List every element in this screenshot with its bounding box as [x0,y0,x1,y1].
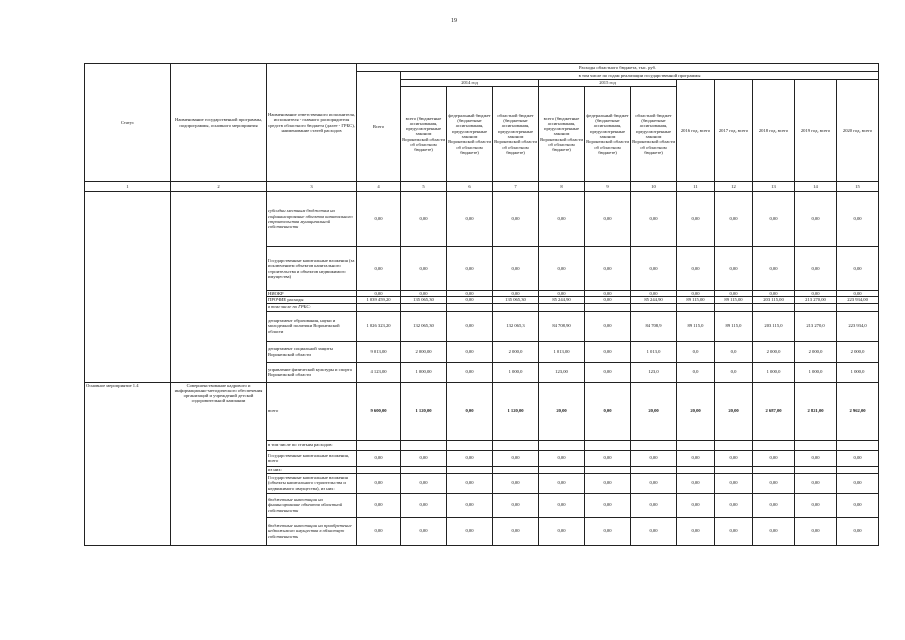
value-cell: 0,00 [447,341,493,362]
value-cell [837,466,879,473]
value-cell: 0,00 [585,297,631,303]
value-cell: 123,0 [631,362,677,382]
value-cell: 2 000,00 [401,341,447,362]
row-label: всего [267,382,357,440]
value-cell: 1 026 323,20 [357,311,401,341]
value-cell: 2 000,0 [493,341,539,362]
value-cell: 9 013,00 [357,341,401,362]
value-cell: 1 000,0 [795,362,837,382]
value-cell: 0,00 [357,247,401,291]
value-cell [447,440,493,450]
row-label: Государственные капитальные вложения, всего [267,450,357,466]
column-number: 15 [837,182,879,192]
value-cell: 1 013,0 [631,341,677,362]
row-label: из них: [267,466,357,473]
value-cell: 0,00 [795,517,837,545]
value-cell [401,466,447,473]
value-cell: 0,00 [357,192,401,247]
value-cell: 0,00 [837,473,879,493]
header-year-2015: 2015 год [539,80,677,87]
value-cell: 0,00 [715,517,753,545]
column-number: 10 [631,182,677,192]
value-cell: 0,00 [837,291,879,297]
value-cell: 0,00 [447,362,493,382]
value-cell: 213 270,0 [795,311,837,341]
column-number: 12 [715,182,753,192]
value-cell: 1 120,00 [401,382,447,440]
value-cell: 0,0 [677,362,715,382]
value-cell: 84 708,9 [631,311,677,341]
value-cell [631,303,677,311]
value-cell: 1 000,0 [493,362,539,382]
value-cell: 89 115,00 [677,297,715,303]
value-cell: 0,00 [357,493,401,517]
value-cell [493,466,539,473]
column-number: 9 [585,182,631,192]
value-cell: 0,00 [753,192,795,247]
value-cell [539,466,585,473]
value-cell [401,440,447,450]
row-label: управление физической культуры и спорта Воронежской области [267,362,357,382]
value-cell: 0,00 [795,192,837,247]
page-number: 19 [451,18,457,24]
value-cell: 213 270,00 [795,297,837,303]
value-cell: 0,00 [677,247,715,291]
value-cell [753,303,795,311]
value-cell: 0,00 [795,291,837,297]
value-cell: 2 000,0 [837,341,879,362]
value-cell: 0,00 [585,311,631,341]
row-label: бюджетные инвестиции на приобретение недвижимого имущества в областную собственность [267,517,357,545]
value-cell: 0,00 [631,247,677,291]
value-cell [677,303,715,311]
column-number: 3 [267,182,357,192]
value-cell: 0,00 [753,291,795,297]
value-cell: 0,00 [631,192,677,247]
value-cell: 0,00 [585,341,631,362]
value-cell: 0,00 [715,247,753,291]
header-col-13: 2018 год, всего [753,80,795,182]
value-cell: 0,00 [585,473,631,493]
value-cell: 123,00 [539,362,585,382]
value-cell: 0,00 [753,247,795,291]
header-total: Всего [357,72,401,182]
value-cell: 0,00 [493,291,539,297]
header-executor: Наименование ответственного исполнителя, исполнителя - главного распорядителя средств областного бюджета (далее - ГРБС), наименование статей расходов [267,64,357,182]
value-cell: 0,00 [677,291,715,297]
header-col-14: 2019 год, всего [795,80,837,182]
value-cell: 0,00 [447,382,493,440]
header-col-5: всего (бюджетные ассигнования, предусмотренные законом Воронежской области об областном бюджете) [401,87,447,182]
value-cell: 2 000,0 [753,341,795,362]
value-cell [753,466,795,473]
row-label: в том числе по статьям расходов: [267,440,357,450]
value-cell: 0,00 [357,291,401,297]
value-cell: 0,00 [585,192,631,247]
value-cell [493,303,539,311]
header-status: Статус [85,64,171,182]
value-cell: 0,00 [585,382,631,440]
value-cell [539,303,585,311]
value-cell: 0,00 [585,493,631,517]
value-cell: 1 000,00 [401,362,447,382]
value-cell [715,303,753,311]
value-cell: 89 115,0 [677,311,715,341]
value-cell [493,440,539,450]
value-cell: 2 000,0 [795,341,837,362]
value-cell: 9 600,00 [357,382,401,440]
value-cell: 89 115,00 [715,297,753,303]
header-year-2014: 2014 год [401,80,539,87]
value-cell [837,440,879,450]
value-cell: 0,00 [493,493,539,517]
value-cell: 0,00 [677,517,715,545]
value-cell: 0,00 [631,450,677,466]
value-cell: 0,00 [837,247,879,291]
value-cell: 0,00 [401,247,447,291]
value-cell [795,303,837,311]
value-cell: 0,00 [401,493,447,517]
value-cell: 0,00 [357,450,401,466]
value-cell: 0,00 [493,517,539,545]
value-cell: 223 934,0 [837,311,879,341]
value-cell [447,303,493,311]
status-cell [85,192,171,383]
value-cell: 0,00 [447,493,493,517]
value-cell [631,440,677,450]
value-cell: 0,00 [753,473,795,493]
value-cell: 2 821,00 [795,382,837,440]
value-cell: 203 115,00 [753,297,795,303]
value-cell: 0,00 [715,473,753,493]
program-cell [171,192,267,383]
value-cell: 2 687,00 [753,382,795,440]
value-cell: 223 934,00 [837,297,879,303]
column-number: 6 [447,182,493,192]
value-cell: 0,00 [493,450,539,466]
value-cell: 0,00 [539,291,585,297]
value-cell: 0,00 [357,473,401,493]
value-cell: 1 000,0 [837,362,879,382]
value-cell: 0,00 [447,247,493,291]
value-cell: 0,00 [585,362,631,382]
value-cell: 20,00 [677,382,715,440]
value-cell [753,440,795,450]
value-cell: 0,00 [795,473,837,493]
value-cell: 0,00 [447,291,493,297]
value-cell: 0,00 [795,493,837,517]
value-cell: 0,00 [401,291,447,297]
value-cell: 1 039 459,20 [357,297,401,303]
row-label: департамент социальной защиты Воронежской области [267,341,357,362]
value-cell [795,466,837,473]
row-label: Государственные капитальные вложения (объекты капитального строительства и недвижимого имущества), из них: [267,473,357,493]
column-number: 8 [539,182,585,192]
value-cell [837,303,879,311]
value-cell: 2 962,00 [837,382,879,440]
value-cell [357,466,401,473]
value-cell: 1 013,00 [539,341,585,362]
header-col-12: 2017 год, всего [715,80,753,182]
value-cell: 89 115,0 [715,311,753,341]
value-cell: 20,00 [715,382,753,440]
value-cell: 0,00 [401,473,447,493]
value-cell: 135 065,30 [493,297,539,303]
value-cell: 0,00 [677,450,715,466]
header-program-name: Наименование государственной программы, подпрограммы, основного мероприятия [171,64,267,182]
value-cell: 85 244,90 [631,297,677,303]
row-label: НИОКР [267,291,357,297]
value-cell [677,440,715,450]
value-cell [401,303,447,311]
value-cell: 0,00 [447,311,493,341]
value-cell [357,440,401,450]
value-cell: 0,00 [357,517,401,545]
value-cell: 0,00 [447,517,493,545]
value-cell: 0,00 [447,450,493,466]
value-cell: 0,00 [631,493,677,517]
value-cell: 0,00 [585,450,631,466]
column-number: 14 [795,182,837,192]
row-label: Государственные капитальные вложения (за исключением объектов капитального строительства и объектов недвижимого имущества) [267,247,357,291]
value-cell: 0,00 [585,247,631,291]
value-cell: 0,00 [715,291,753,297]
value-cell: 0,00 [447,473,493,493]
value-cell: 0,00 [715,192,753,247]
value-cell: 0,00 [493,192,539,247]
value-cell [677,466,715,473]
value-cell: 84 708,90 [539,311,585,341]
value-cell: 0,00 [795,247,837,291]
value-cell: 0,00 [837,450,879,466]
header-expenses-title: Расходы областного бюджета, тыс. руб. [357,64,879,72]
table-row [85,382,879,440]
header-col-9: федеральный бюджет (бюджетные ассигнования, предусмотренные законом Воронежской области об областном бюджете) [585,87,631,182]
status-cell: Основное мероприятие 1.4 [85,382,171,545]
budget-table [84,63,879,546]
value-cell: 0,00 [837,517,879,545]
column-number: 4 [357,182,401,192]
value-cell: 20,00 [631,382,677,440]
value-cell: 0,0 [677,341,715,362]
value-cell: 0,00 [401,450,447,466]
value-cell: 4 123,00 [357,362,401,382]
value-cell: 0,00 [539,247,585,291]
value-cell: 0,00 [677,192,715,247]
value-cell: 1 120,00 [493,382,539,440]
column-number: 2 [171,182,267,192]
value-cell: 203 115,0 [753,311,795,341]
value-cell: 132 065,30 [401,311,447,341]
value-cell [631,466,677,473]
column-number: 11 [677,182,715,192]
value-cell: 0,00 [539,473,585,493]
value-cell: 0,00 [753,517,795,545]
value-cell: 0,00 [837,192,879,247]
value-cell: 0,0 [715,341,753,362]
value-cell: 0,00 [585,291,631,297]
value-cell: 0,00 [715,450,753,466]
value-cell: 0,00 [631,473,677,493]
value-cell: 0,00 [447,297,493,303]
value-cell: 0,00 [753,450,795,466]
value-cell: 0,00 [585,517,631,545]
header-col-15: 2020 год, всего [837,80,879,182]
value-cell: 0,0 [715,362,753,382]
value-cell: 0,00 [677,493,715,517]
value-cell: 0,00 [631,517,677,545]
header-col-6: федеральный бюджет (бюджетные ассигнования, предусмотренные законом Воронежской области об областном бюджете) [447,87,493,182]
value-cell: 0,00 [447,192,493,247]
header-col-10: областной бюджет (бюджетные ассигнования, предусмотренные законом Воронежской области об областном бюджете) [631,87,677,182]
value-cell [585,466,631,473]
value-cell: 85 244,90 [539,297,585,303]
value-cell: 0,00 [837,493,879,517]
value-cell [795,440,837,450]
value-cell: 0,00 [539,493,585,517]
row-label: бюджетные инвестиции на финансирование объектов областной собственности [267,493,357,517]
value-cell: 0,00 [539,517,585,545]
value-cell: 0,00 [753,493,795,517]
value-cell: 0,00 [493,247,539,291]
value-cell: 0,00 [539,450,585,466]
value-cell: 0,00 [401,517,447,545]
header-col-7: областной бюджет (бюджетные ассигнования, предусмотренные законом Воронежской области об областном бюджете) [493,87,539,182]
value-cell [539,440,585,450]
value-cell [447,466,493,473]
value-cell: 132 065,3 [493,311,539,341]
column-number: 1 [85,182,171,192]
header-in-program: в том числе по годам реализации государственной программы [401,72,879,80]
value-cell: 135 065,30 [401,297,447,303]
value-cell [585,440,631,450]
column-number: 13 [753,182,795,192]
table-row [85,192,879,247]
value-cell: 0,00 [539,192,585,247]
value-cell: 1 000,0 [753,362,795,382]
value-cell: 0,00 [715,493,753,517]
row-label: ПРОЧИЕ расходы [267,297,357,303]
value-cell: 0,00 [493,473,539,493]
header-col-8: всего (бюджетные ассигнования, предусмотренные законом Воронежской области об областном бюджете) [539,87,585,182]
row-label: в том числе по ГРБС: [267,303,357,311]
value-cell [357,303,401,311]
value-cell: 0,00 [677,473,715,493]
row-label: департамент образования, науки и молодежной политики Воронежской области [267,311,357,341]
value-cell [715,466,753,473]
column-number: 7 [493,182,539,192]
value-cell: 0,00 [401,192,447,247]
value-cell: 20,00 [539,382,585,440]
row-label: субсидии местным бюджетам на софинансирование объектов капитального строительства муниципальной собственности [267,192,357,247]
header-col-11: 2016 год, всего [677,80,715,182]
value-cell [585,303,631,311]
program-cell: Совершенствование кадрового и информационно-методического обеспечения организаций и учреждений детской оздоровительной кампании [171,382,267,545]
value-cell [715,440,753,450]
column-number: 5 [401,182,447,192]
value-cell: 0,00 [631,291,677,297]
value-cell: 0,00 [795,450,837,466]
